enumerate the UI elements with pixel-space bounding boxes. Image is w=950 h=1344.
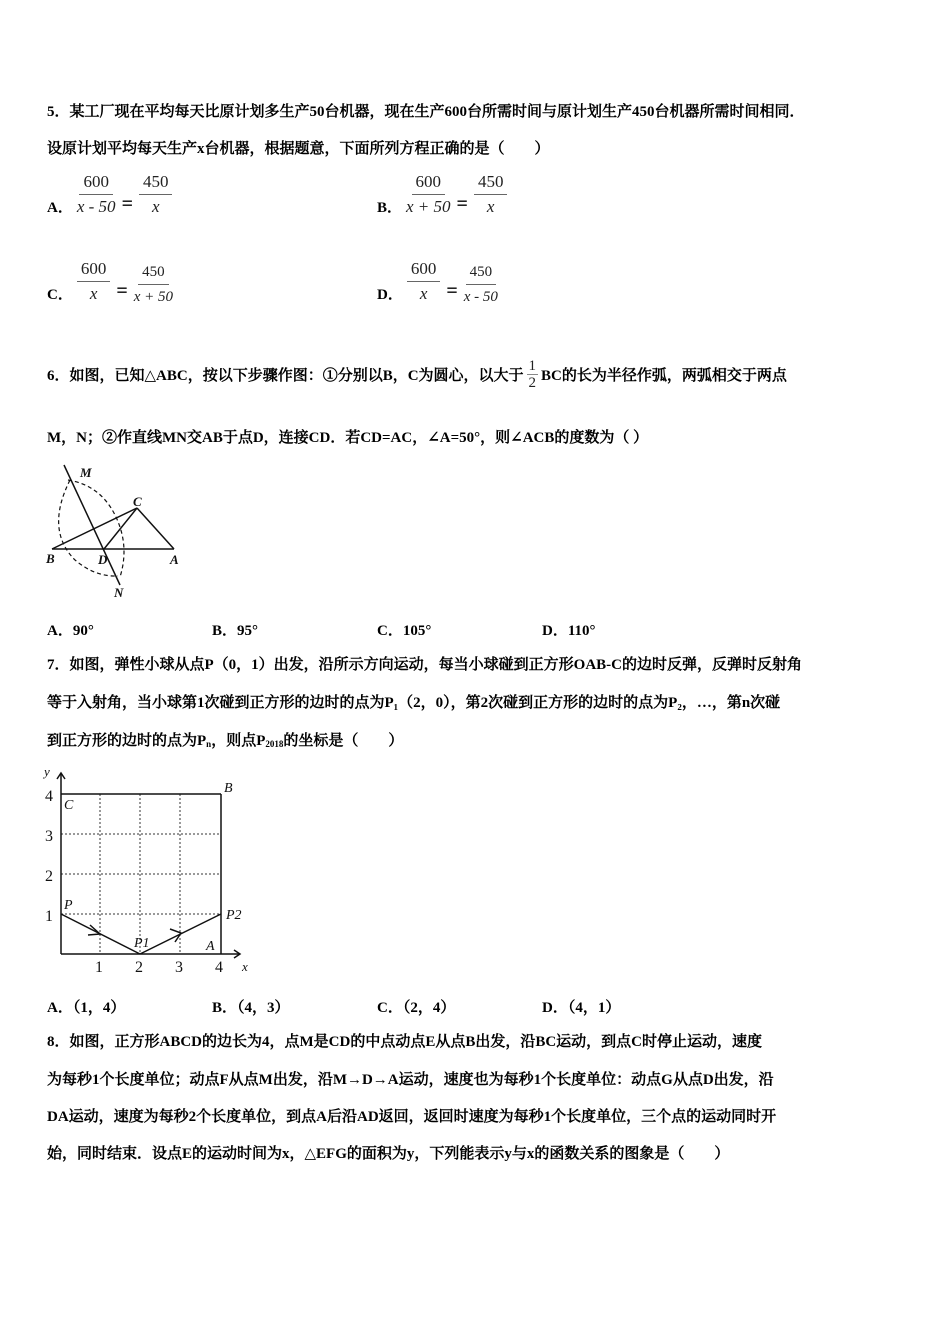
q7-text-line2: 等于入射角，当小球第1次碰到正方形的边时的点为P₁（2，0），第2次碰到正方形的边时的点为P₂，…，第n次碰 <box>47 695 781 711</box>
fraction-right: $\frac{450}{x + 50}$ <box>133 264 174 305</box>
fraction-right: $\frac{450}{x}$ <box>139 172 173 217</box>
q8-text-line2: 为每秒1个长度单位；动点F从点M出发，沿M→D→A运动，速度也为每秒1个长度单位：动点G从点D出发，沿 <box>47 1072 774 1088</box>
label-p1: P1 <box>134 936 150 951</box>
label-b: B <box>224 781 233 796</box>
axis-label-x: x <box>242 959 248 974</box>
tick-x-2: 2 <box>135 959 143 976</box>
equals-sign: = <box>456 193 468 215</box>
q7-text-line1: 7．如图，弹性小球从点P（0，1）出发，沿所示方向运动，每当小球碰到正方形OAB-C的边时反弹，反弹时反射角 <box>47 657 802 673</box>
tick-y-4: 4 <box>45 788 53 805</box>
tick-y-1: 1 <box>45 908 53 925</box>
label-m: M <box>80 465 92 480</box>
label-d: D <box>98 552 108 567</box>
q7-text-line3: 到正方形的边时的点为$P_n$，则点$P_{2018}$的坐标是（ ） <box>47 733 404 749</box>
q8-text-line1: 8．如图，正方形ABCD的边长为4，点M是CD的中点动点E从点B出发，沿BC运动，到点C时停止运动，速度 <box>47 1034 763 1050</box>
one-half-fraction: $\frac{1}{2}$ <box>528 358 537 391</box>
q7-square-figure <box>40 765 260 980</box>
label-p2: P2 <box>226 908 242 923</box>
label-c: C <box>133 494 142 509</box>
fraction-left: $\frac{600}{x - 50}$ <box>76 172 116 216</box>
label-n: N <box>114 585 124 600</box>
label-b: B <box>46 551 55 566</box>
q8-text-line3: DA运动，速度为每秒2个长度单位，到点A后沿AD返回，返回时速度为每秒1个长度单位，三个点的运动同时开 <box>47 1109 777 1125</box>
q6-text-line2: M，N；②作直线MN交AB于点D，连接CD．若CD=AC，∠A=50°，则∠ACB的度数为（ ） <box>47 430 649 446</box>
option-label: C． <box>47 287 73 303</box>
equals-sign: = <box>121 193 133 215</box>
option-label: D． <box>377 287 403 303</box>
tick-x-4: 4 <box>215 959 223 976</box>
fraction-right: $\frac{450}{x}$ <box>474 172 508 217</box>
q7-option-d[interactable]: D．（4，1） <box>542 1000 621 1016</box>
label-a: A <box>170 552 179 567</box>
q7-option-b[interactable]: B．（4，3） <box>212 1000 290 1016</box>
q5-option-a[interactable] <box>47 172 172 217</box>
q7-option-c[interactable]: C．（2，4） <box>377 1000 456 1016</box>
tick-y-3: 3 <box>45 828 53 845</box>
q6-option-b[interactable]: B．95° <box>212 623 259 639</box>
q6-option-a[interactable]: A．90° <box>47 623 94 639</box>
q5-text-line2: 设原计划平均每天生产x台机器，根据题意，下面所列方程正确的是（ ） <box>47 141 550 157</box>
option-label: B． <box>377 200 403 216</box>
q5-option-c[interactable] <box>47 256 173 307</box>
fraction-right: $\frac{450}{x - 50}$ <box>463 264 498 305</box>
q7-option-a[interactable]: A．（1，4） <box>47 1000 126 1016</box>
q6-text-line1: 6．如图，已知△ABC，按以下步骤作图：①分别以B，C为圆心，以大于 $\frac{1}{2}$ BC的长为半径作弧，两弧相交于两点 <box>47 358 787 391</box>
q6-option-d[interactable]: D．110° <box>542 623 596 639</box>
option-label: A． <box>47 200 73 216</box>
label-a: A <box>206 939 215 954</box>
fraction-left: $\frac{600}{x}$ <box>77 259 111 304</box>
q6-triangle-figure <box>40 460 200 605</box>
tick-x-3: 3 <box>175 959 183 976</box>
equals-sign: = <box>446 280 458 302</box>
q6-option-c[interactable]: C．105° <box>377 623 432 639</box>
fraction-left: $\frac{600}{x + 50}$ <box>406 172 451 216</box>
q5-option-b[interactable] <box>377 172 507 217</box>
label-c: C <box>64 798 74 813</box>
tick-y-2: 2 <box>45 868 53 885</box>
q5-text-line1: 5．某工厂现在平均每天比原计划多生产50台机器，现在生产600台所需时间与原计划生产450台机器所需时间相同． <box>47 104 805 120</box>
fraction-left: $\frac{600}{x}$ <box>407 259 441 304</box>
tick-x-1: 1 <box>95 959 103 976</box>
q5-option-d[interactable] <box>377 256 498 307</box>
q8-text-line4: 始，同时结束．设点E的运动时间为x，△EFG的面积为y，下列能表示y与x的函数关系的图象是（ ） <box>47 1146 730 1162</box>
axis-label-y: y <box>44 765 50 779</box>
equals-sign: = <box>116 280 128 302</box>
label-p: P <box>64 898 73 913</box>
